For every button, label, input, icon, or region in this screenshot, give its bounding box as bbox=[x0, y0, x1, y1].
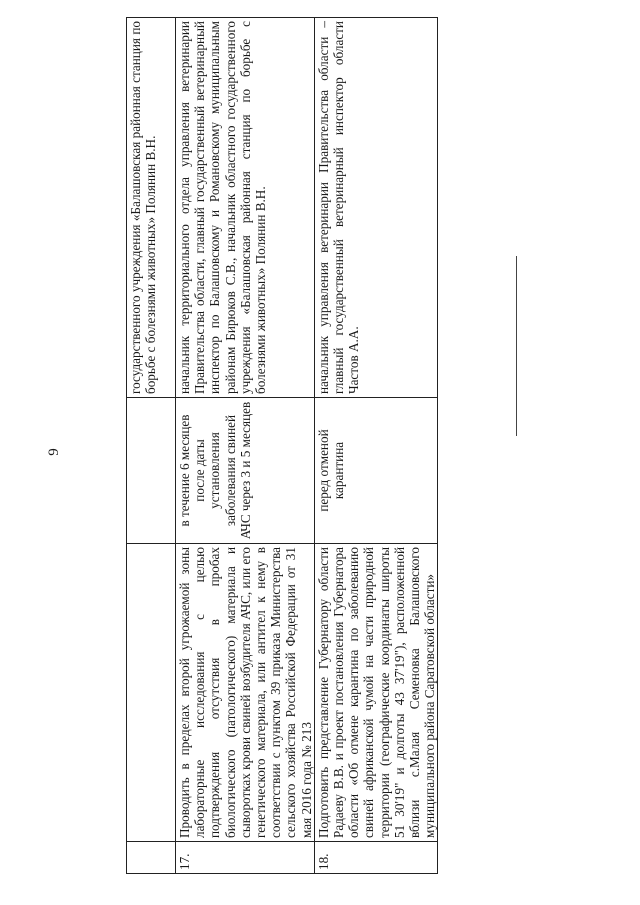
measure-text bbox=[127, 544, 176, 842]
row-number: 17. bbox=[176, 842, 315, 874]
measures-table bbox=[126, 17, 438, 874]
responsible-text: начальник управления ветеринарии Правительства области – главный государственный ветеринарный инспектор области Частов А.А. bbox=[314, 18, 438, 398]
deadline-text bbox=[127, 398, 176, 544]
measure-text: Проводить в пределах второй угрожаемой зоны лабораторные исследования с целью подтверждения отсутствия в пробах биологического (патологического) материала и сыворотках крови свиней возбудителя АЧС, или его генетического материала, или антител к нему в соответствии с пунктом 39 приказа Министерства сельского хозяйства Российской Федерации от 31 мая 2016 года № 213 bbox=[176, 544, 315, 842]
measure-text: Подготовить представление Губернатору области Радаеву В.В. и проект постановления Губернатора области «Об отмене карантина по заболеванию свиней африканской чумой на части природной территории (географические координаты широты 51 30'19" и долготы 43 37'19"), расположенной вблизи с.Малая Семеновка Балашовского муниципального района Саратовской области» bbox=[314, 544, 438, 842]
table-row bbox=[176, 18, 315, 874]
responsible-text: начальник территориального отдела управления ветеринарии Правительства области, главный государственный ветеринарный инспектор по Балашовскому и Романовскому муниципальным районам Бирюков С.В., начальник областного государственного учреждения «Балашовская районная станция по борьбе с болезнями животных» Полянин В.Н. bbox=[176, 18, 315, 398]
table-row bbox=[314, 18, 438, 874]
responsible-text: государственного учреждения «Балашовская районная станция по борьбе с болезнями животных» Полянин В.Н. bbox=[127, 18, 176, 398]
deadline-text: перед отменой карантина bbox=[314, 398, 438, 544]
rotated-page-content bbox=[40, 22, 600, 882]
page-number: 9 bbox=[46, 448, 62, 456]
row-number: 18. bbox=[314, 842, 438, 874]
row-number bbox=[127, 842, 176, 874]
table-row bbox=[127, 18, 176, 874]
deadline-text: в течение 6 месяцев после даты установления заболевания свиней АЧС через 3 и 5 месяцев bbox=[176, 398, 315, 544]
